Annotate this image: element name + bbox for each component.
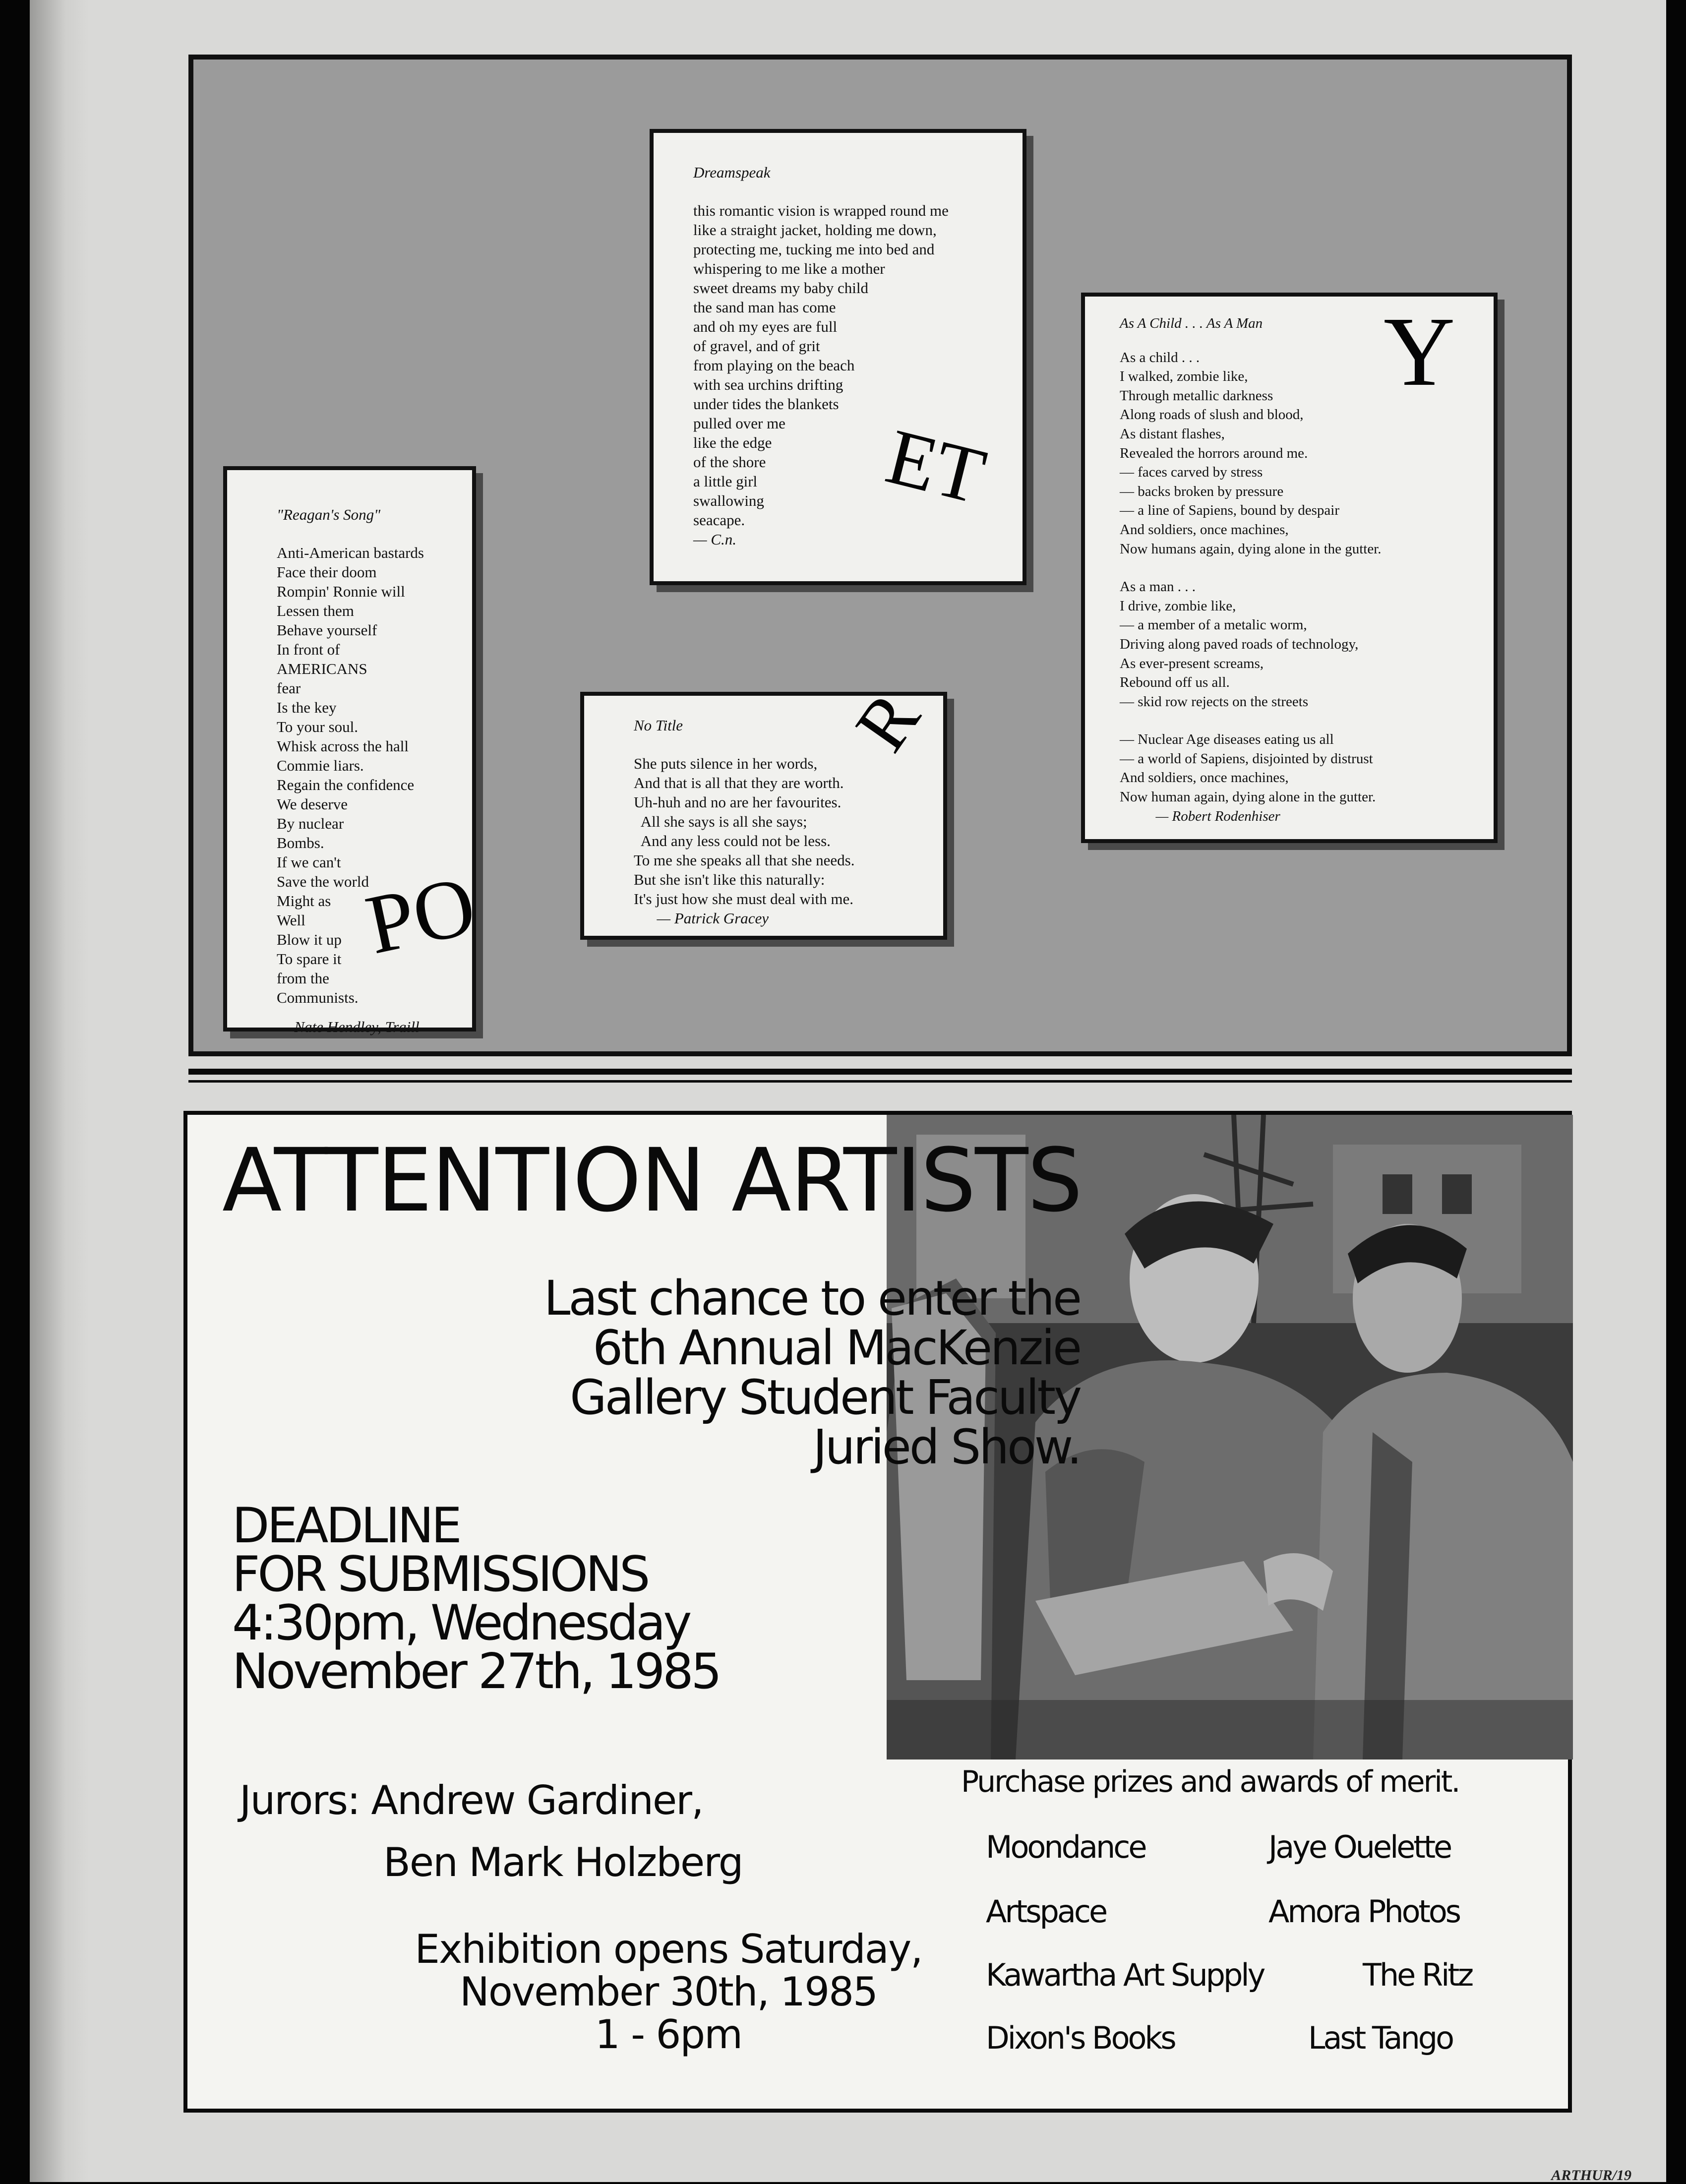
poem-stanza-2: [1120, 577, 1484, 711]
ad-subheading-line: Last chance to enter the: [543, 1271, 1080, 1326]
poem-line: — a member of a metalic worm,: [1120, 617, 1307, 633]
ad-subheading-line: Juried Show.: [813, 1419, 1080, 1475]
poem-line: pulled over me: [693, 415, 785, 432]
ad-jurors: [240, 1769, 743, 1893]
poetry-letter-y: Y: [1384, 297, 1455, 407]
sponsor-name: The Ritz: [1363, 1957, 1472, 1993]
poem-line: Driving along paved roads of technology,: [1120, 636, 1359, 652]
poem-line: Now humans again, dying alone in the gutter.: [1120, 541, 1382, 557]
poem-line: As a man . . .: [1120, 579, 1196, 595]
poem-line: And any less could not be less.: [634, 832, 831, 849]
poem-line: a little girl: [693, 473, 758, 490]
ad-jurors-line: Jurors: Andrew Gardiner,: [240, 1777, 703, 1823]
poem-title: "Reagan's Song": [277, 506, 381, 523]
ad-deadline-line: FOR SUBMISSIONS: [232, 1546, 648, 1603]
sponsor-name: Amora Photos: [1268, 1893, 1460, 1930]
poem-line: — Nuclear Age diseases eating us all: [1120, 731, 1334, 748]
sponsor-name: Moondance: [986, 1829, 1145, 1865]
poem-line: By nuclear: [277, 815, 344, 832]
poem-line: Communists.: [277, 989, 359, 1006]
sponsor-name: Jaye Ouelette: [1268, 1829, 1451, 1865]
sponsor-name: Dixon's Books: [986, 2020, 1175, 2056]
ad-deadline-line: 4:30pm, Wednesday: [232, 1595, 690, 1651]
poem-line: She puts silence in her words,: [634, 755, 818, 772]
poem-line: with sea urchins drifting: [693, 376, 843, 393]
poem-line: Bombs.: [277, 834, 324, 851]
ad-subheading-line: 6th Annual MacKenzie: [593, 1320, 1080, 1376]
poem-line: Regain the confidence: [277, 776, 415, 793]
poem-line: To spare it: [277, 950, 342, 968]
poem-line: seacape.: [693, 511, 745, 529]
poem-line: swallowing: [693, 492, 764, 509]
poem-lines: [634, 754, 933, 909]
poem-line: I drive, zombie like,: [1120, 598, 1236, 614]
poem-line: from playing on the beach: [693, 357, 855, 374]
poem-line: Well: [277, 911, 305, 929]
poem-line: To your soul.: [277, 718, 359, 735]
sponsor-name: Kawartha Art Supply: [986, 1957, 1264, 1993]
poem-line: protecting me, tucking me into bed and: [693, 241, 935, 258]
poem-line: fear: [277, 679, 301, 697]
poem-line: — skid row rejects on the streets: [1120, 693, 1309, 710]
ad-subheading-line: Gallery Student Faculty: [570, 1370, 1080, 1425]
poem-line: As a child . . .: [1120, 349, 1200, 365]
poem-line: like a straight jacket, holding me down,: [693, 221, 937, 239]
poem-line: Uh-huh and no are her favourites.: [634, 793, 842, 811]
poem-line: whispering to me like a mother: [693, 260, 885, 277]
sponsor-name: Last Tango: [1308, 2020, 1453, 2056]
poem-line: under tides the blankets: [693, 395, 839, 413]
attention-artists-ad: [183, 1111, 1572, 2113]
ad-exhibition-line: Exhibition opens Saturday,: [415, 1926, 922, 1972]
page-fold-shadow: [30, 0, 89, 2182]
poem-line: As ever-present screams,: [1120, 655, 1264, 671]
poem-line: Might as: [277, 892, 331, 910]
poem-line: Now human again, dying alone in the gutter.: [1120, 789, 1376, 805]
poem-line: from the: [277, 970, 329, 987]
poem-author: — Patrick Gracey: [634, 910, 769, 927]
poem-line: like the edge: [693, 434, 772, 451]
sponsor-name: Artspace: [986, 1893, 1106, 1930]
poem-line: In front of: [277, 641, 340, 658]
poem-line: — a line of Sapiens, bound by despair: [1120, 502, 1339, 519]
section-rule-top: [188, 1069, 1572, 1075]
poem-title: No Title: [634, 717, 683, 734]
poem-line: sweet dreams my baby child: [693, 279, 868, 297]
poem-line: Rompin' Ronnie will: [277, 583, 405, 600]
poem-line: Save the world: [277, 873, 369, 890]
poem-stanza-3: [1120, 730, 1484, 806]
ad-exhibition: [287, 1928, 1050, 2056]
poem-line: All she says is all she says;: [634, 813, 807, 830]
poem-line: Whisk across the hall: [277, 737, 409, 755]
page-folio: ARTHUR/19: [1551, 2167, 1631, 2184]
poetry-letter-po: PO: [358, 858, 483, 972]
poem-line: — faces carved by stress: [1120, 464, 1263, 481]
poem-line: this romantic vision is wrapped round me: [693, 202, 949, 219]
poem-line: It's just how she must deal with me.: [634, 890, 853, 908]
poetry-letter-et: ET: [878, 411, 994, 521]
poem-line: If we can't: [277, 853, 341, 871]
poem-line: the sand man has come: [693, 299, 836, 316]
poem-line: — backs broken by pressure: [1120, 483, 1284, 499]
poem-line: But she isn't like this naturally:: [634, 871, 825, 888]
poem-line: Through metallic darkness: [1120, 387, 1273, 404]
poem-title: As A Child . . . As A Man: [1120, 315, 1263, 331]
poem-line: AMERICANS: [277, 660, 367, 677]
poem-line: Along roads of slush and blood,: [1120, 407, 1304, 423]
poem-line: And soldiers, once machines,: [1120, 770, 1289, 786]
ad-exhibition-line: November 30th, 1985: [460, 1969, 877, 2015]
poem-line: We deserve: [277, 795, 348, 813]
poem-line: and oh my eyes are full: [693, 318, 838, 335]
poem-line: Behave yourself: [277, 621, 377, 639]
poem-author: — C.n.: [693, 531, 736, 548]
poem-line: Is the key: [277, 699, 337, 716]
ad-deadline-line: November 27th, 1985: [232, 1643, 720, 1700]
poem-line: Commie liars.: [277, 757, 364, 774]
ad-prizes: Purchase prizes and awards of merit.: [961, 1764, 1459, 1799]
ad-jurors-line: Ben Mark Holzberg: [383, 1839, 743, 1885]
poem-line: As distant flashes,: [1120, 425, 1225, 442]
poem-line: Lessen them: [277, 602, 354, 619]
poem-line: Blow it up: [277, 931, 342, 948]
ad-headline: ATTENTION ARTISTS: [222, 1130, 1082, 1231]
section-rule-bottom: [188, 1080, 1572, 1083]
ad-deadline: [232, 1498, 720, 1700]
poem-line: of the shore: [693, 453, 766, 471]
poem-line: Face their doom: [277, 563, 377, 581]
poem-author: — Robert Rodenhiser: [1120, 808, 1280, 824]
poem-line: I walked, zombie like,: [1120, 368, 1248, 385]
poem-line: Anti-American bastards: [277, 544, 424, 561]
ad-deadline-line: DEADLINE: [232, 1498, 460, 1554]
poem-line: — a world of Sapiens, disjointed by distrust: [1120, 750, 1373, 767]
poem-line: of gravel, and of grit: [693, 337, 820, 355]
poem-line: And that is all that they are worth.: [634, 774, 844, 791]
poem-author: — Nate Hendley, Traill: [277, 1018, 420, 1035]
ad-exhibition-line: 1 - 6pm: [595, 2011, 742, 2058]
poem-line: Rebound off us all.: [1120, 674, 1230, 691]
poetry-panel: [188, 55, 1572, 1056]
poetry-letter-r: R: [840, 677, 936, 766]
ad-subheading: [247, 1271, 1080, 1475]
poem-line: Revealed the horrors around me.: [1120, 445, 1308, 461]
poem-title: Dreamspeak: [693, 164, 771, 181]
poem-line: And soldiers, once machines,: [1120, 521, 1289, 538]
poem-line: To me she speaks all that she needs.: [634, 851, 855, 869]
